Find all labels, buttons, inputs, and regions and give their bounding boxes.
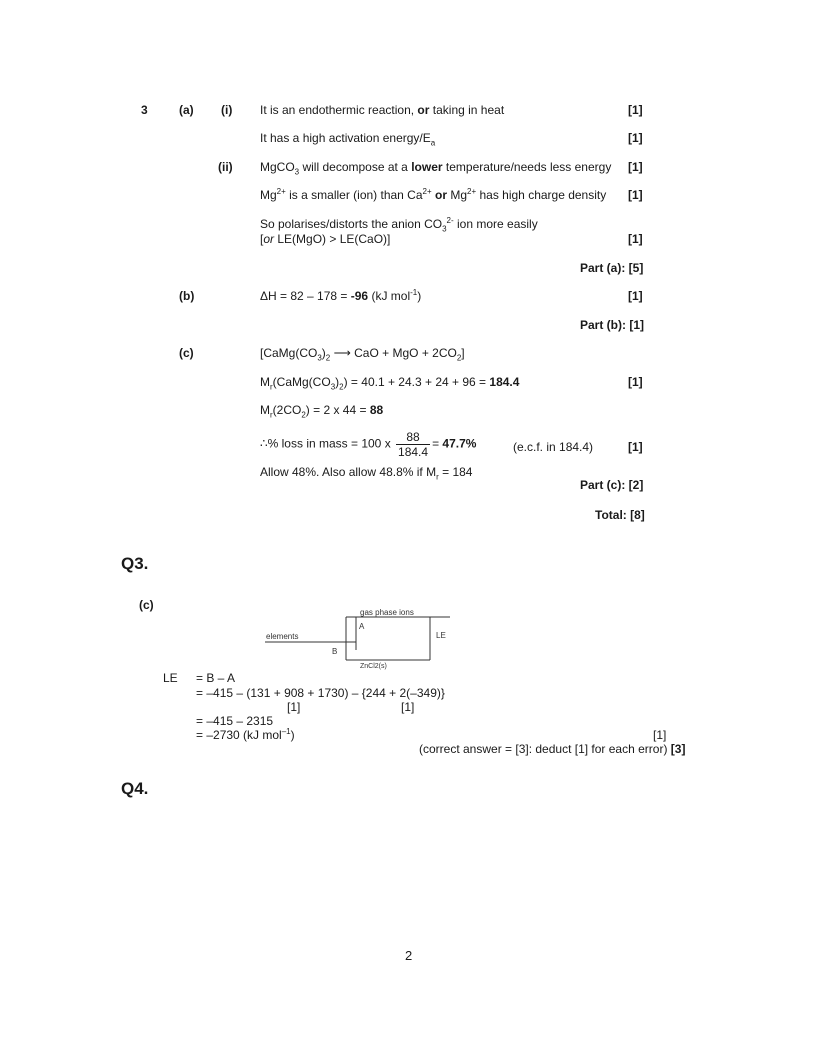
c-line4-ecf: (e.c.f. in 184.4): [513, 440, 594, 454]
c-line1-sub1: 3: [317, 353, 322, 363]
part-c-total: Part (c): [2]: [580, 478, 644, 492]
a-ii-line4: [260, 232, 390, 246]
elements-label: elements: [266, 632, 299, 641]
c-line1: [260, 346, 465, 363]
a-ii-line2-b: is a smaller (ion) than Ca: [289, 188, 423, 202]
c-line2-b: (CaMg(CO: [272, 375, 331, 389]
part-a-label: (a): [179, 103, 194, 117]
c-line2-sub1: 3: [330, 382, 336, 392]
b-line-b: (kJ mol: [371, 289, 411, 303]
c-line2-sub-r: r: [270, 382, 273, 392]
mark: [1]: [628, 289, 643, 303]
a-ii-line1: [260, 160, 612, 177]
mark: [1]: [628, 188, 643, 202]
le-line3-mark2: [1]: [401, 700, 415, 714]
fraction-denominator: 184.4: [398, 445, 429, 459]
c-line4: [260, 430, 476, 459]
part-b-label: (b): [179, 289, 195, 303]
c-line3: [260, 403, 384, 420]
c-line1-sub3: 2: [456, 353, 462, 363]
a-ii-line2-sup1: 2+: [276, 187, 286, 196]
part-c-label: (c): [179, 346, 194, 360]
c-line2-bold: 184.4: [489, 375, 520, 389]
le-line5-sup: –1: [281, 727, 291, 736]
a-ii-line3-sup: 2-: [446, 216, 454, 225]
c-line2-d: ) = 40.1 + 24.3 + 24 + 96 =: [343, 375, 487, 389]
question-number: 3: [141, 103, 148, 117]
q3c-label: (c): [139, 598, 154, 612]
part-b-total: Part (b): [1]: [580, 318, 644, 332]
le-line3-mark1: [1]: [287, 700, 301, 714]
a-ii-line3-a: So polarises/distorts the anion CO: [260, 217, 443, 231]
a-i-line2-text: It has a high activation energy/E: [260, 131, 431, 145]
c-line2-c: ): [335, 375, 340, 389]
a-ii-line3-b: ion more easily: [457, 217, 538, 231]
c-line2-sub2: 2: [339, 382, 344, 392]
subpart-i-label: (i): [221, 103, 233, 117]
mark: [1]: [628, 131, 643, 145]
c-line4-eq: =: [432, 436, 440, 451]
c-line5-b: = 184: [442, 465, 473, 479]
c-line2: [260, 375, 520, 392]
le-line4: = –415 – 2315: [196, 714, 274, 728]
a-ii-line2-a: Mg: [260, 188, 277, 202]
mark: [1]: [628, 160, 643, 174]
c-line1-d: ]: [461, 346, 465, 360]
a-i-line1-or: or: [417, 103, 430, 117]
c-line1-sub2: 2: [325, 353, 331, 363]
le-line5-mark: [1]: [653, 728, 667, 742]
b-line-bold: -96: [350, 289, 369, 303]
a-i-line1-text: It is an endothermic reaction,: [260, 103, 415, 117]
le-line5: [196, 728, 295, 742]
le-line2: = –415 – (131 + 908 + 1730) – {244 + 2(–349)}: [196, 686, 445, 700]
b-line-c: ): [417, 289, 422, 303]
c-line3-sub-r: r: [270, 410, 273, 420]
c-line3-b: (2CO: [272, 403, 302, 417]
fraction: [396, 430, 430, 459]
a-ii-line3-sub: 3: [442, 224, 447, 234]
page-number: 2: [405, 948, 413, 963]
c-line4-bold: 47.7%: [442, 436, 477, 451]
c-line1-c: CaO + MgO + 2CO: [354, 346, 457, 360]
c-line3-bold: 88: [369, 403, 384, 417]
c-line4-a: ∴% loss in mass = 100 x: [260, 436, 391, 451]
le-line6: [419, 742, 685, 756]
a-ii-line3: [260, 216, 538, 234]
le-label: LE: [436, 631, 446, 640]
a-ii-line2-sup3: 2+: [467, 187, 477, 196]
fraction-numerator: 88: [396, 430, 430, 445]
a-ii-line1-a: MgCO: [260, 160, 295, 174]
a-ii-line2-c: Mg: [450, 188, 468, 202]
c-line2-a: M: [260, 375, 270, 389]
part-a-total: Part (a): [5]: [580, 261, 644, 275]
mark: [1]: [628, 440, 643, 454]
a-i-line2: [260, 131, 436, 148]
b-line-sup: -1: [410, 288, 418, 297]
a-ii-line4-open: [: [260, 232, 264, 246]
le-line5-b: ): [290, 728, 295, 742]
a-i-line1: [260, 103, 504, 117]
a-ii-line4-or: or: [263, 232, 275, 246]
a-ii-line4-rest: LE(MgO) > LE(CaO)]: [277, 232, 391, 246]
a-label: A: [359, 622, 365, 631]
a-ii-line1-sub: 3: [294, 167, 300, 177]
compound-label: ZnCl2(s): [360, 663, 387, 670]
b-line: [260, 289, 421, 303]
reaction-arrow-icon: ⟶: [333, 346, 351, 360]
q3-heading: Q3.: [121, 554, 149, 573]
c-line3-a: M: [260, 403, 270, 417]
c-line3-c: ) = 2 x 44 =: [305, 403, 367, 417]
le-label-text: LE: [163, 671, 178, 685]
a-ii-line1-bold: lower: [411, 160, 443, 174]
gas-phase-label: gas phase ions: [360, 608, 414, 617]
a-ii-line2-or: or: [435, 188, 447, 202]
a-ii-line1-b: will decompose at a: [302, 160, 408, 174]
le-line6-mark: [3]: [670, 742, 686, 756]
le-line1: = B – A: [196, 671, 236, 685]
c-line5: [260, 465, 473, 482]
c-line5-a: Allow 48%. Also allow 48.8% if M: [260, 465, 437, 479]
a-ii-line1-c: temperature/needs less energy: [445, 160, 612, 174]
grand-total: Total: [8]: [595, 508, 645, 522]
c-line3-sub: 2: [301, 410, 306, 420]
born-haber-diagram: [260, 606, 460, 670]
b-label: B: [332, 647, 338, 656]
le-line6-text: (correct answer = [3]: deduct [1] for each error): [419, 742, 668, 756]
a-i-line2-sub: a: [430, 138, 436, 148]
mark: [1]: [628, 103, 643, 117]
a-ii-line2-sup2: 2+: [422, 187, 432, 196]
le-line5-a: = –2730 (kJ mol: [196, 728, 282, 742]
mark: [1]: [628, 232, 643, 246]
a-ii-line2-d: has high charge density: [479, 188, 607, 202]
c-line5-sub: r: [436, 472, 439, 482]
q4-heading: Q4.: [121, 779, 149, 798]
a-i-line1-end: taking in heat: [432, 103, 505, 117]
c-line1-a: [CaMg(CO: [260, 346, 318, 360]
mark: [1]: [628, 375, 643, 389]
c-line1-b: ): [321, 346, 326, 360]
a-ii-line2: [260, 188, 606, 202]
b-line-a: ΔH = 82 – 178 =: [260, 289, 348, 303]
subpart-ii-label: (ii): [218, 160, 233, 174]
